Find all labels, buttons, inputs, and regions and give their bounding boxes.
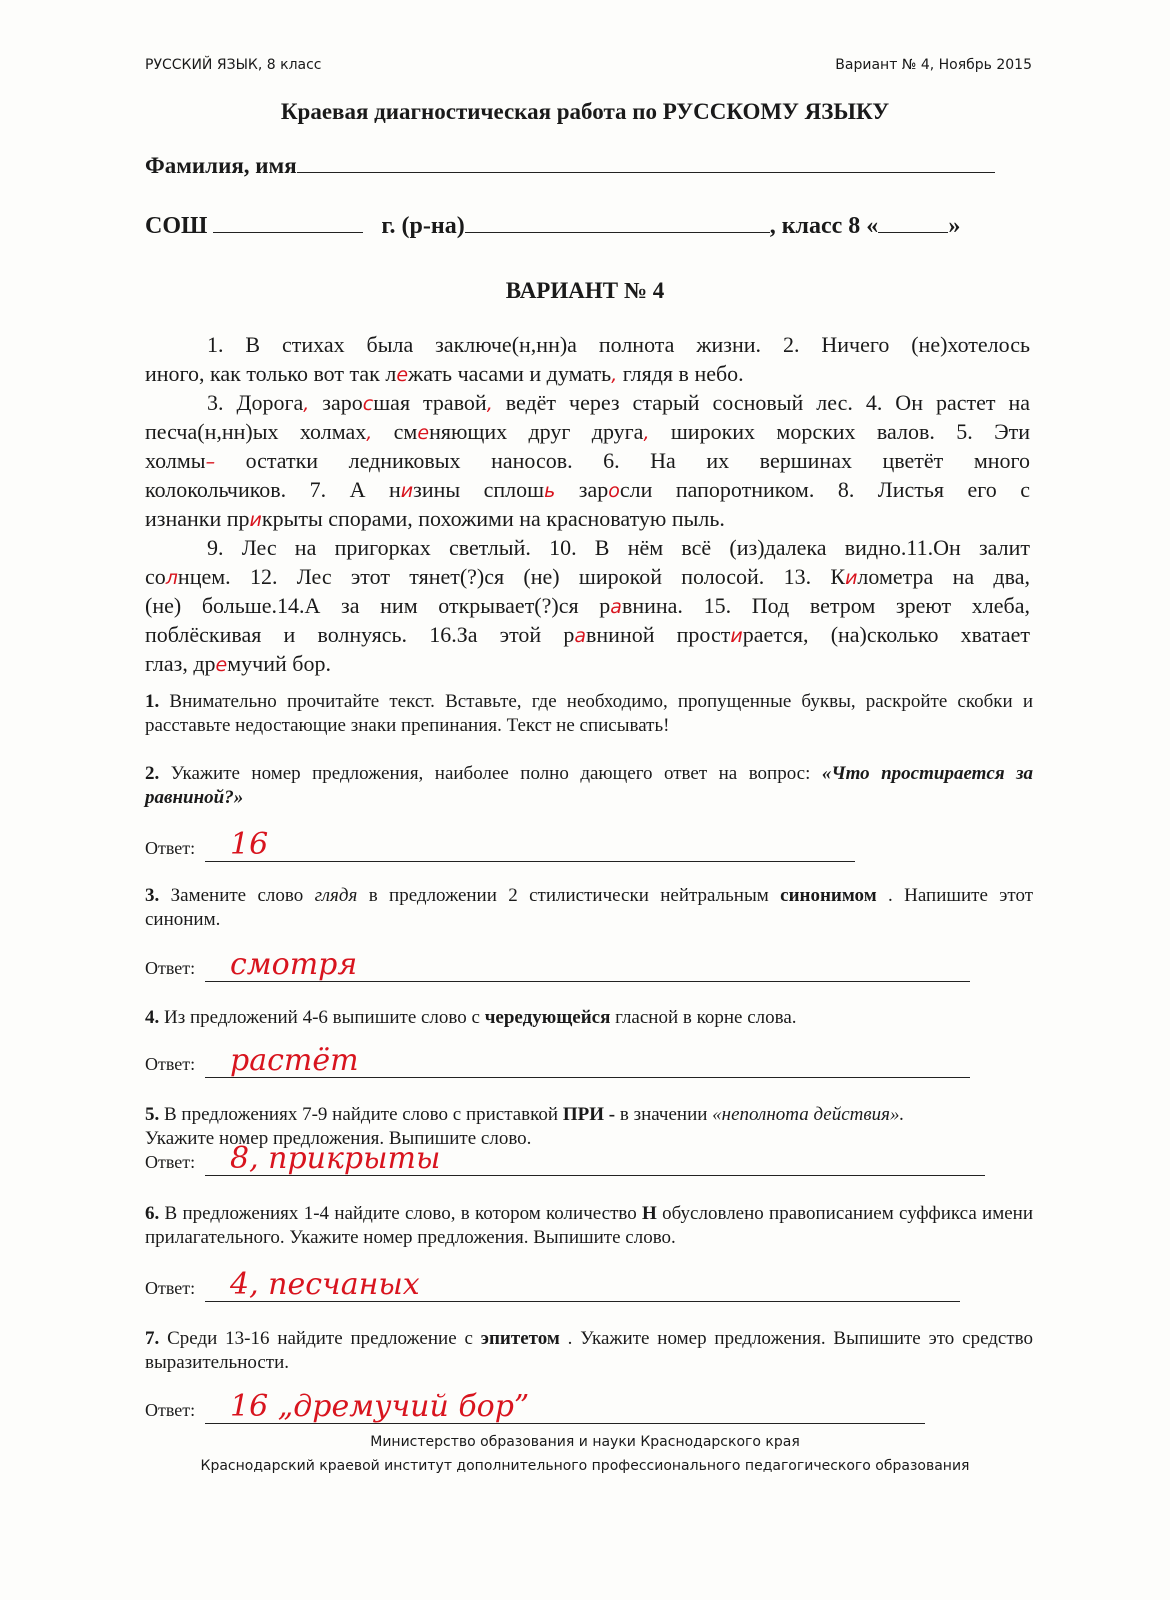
handwritten-correction: –: [205, 451, 216, 473]
question-text: в предложении 2 стилистически нейтральным: [368, 885, 769, 906]
question-keyword: эпитетом: [480, 1328, 560, 1349]
passage-line: [145, 533, 1030, 562]
printed-text: сли папоротником. 8. Листья его с: [619, 477, 1030, 502]
answer-row-2: [145, 827, 1045, 864]
school-blank: [213, 232, 363, 233]
handwritten-correction: ,: [643, 422, 650, 444]
printed-text: шая травой: [373, 390, 487, 415]
answer-label: Ответ:: [145, 1054, 196, 1074]
handwritten-correction: е: [215, 654, 228, 676]
handwritten-correction: и: [845, 567, 858, 589]
printed-text: остатки ледниковых наносов. 6. На их вершинах цветёт много: [215, 448, 1030, 473]
question-text: Среди 13-16 найдите предложение с: [167, 1328, 473, 1349]
printed-text: лометра на два,: [857, 564, 1030, 589]
handwritten-correction: о: [608, 480, 620, 502]
question-emphasis: глядя: [314, 885, 358, 906]
question-emphasis: «Что простирается за равниной?»: [145, 763, 1034, 808]
class-label: , класс 8 «: [769, 213, 879, 239]
name-field: [145, 153, 995, 179]
question-number: 1.: [145, 691, 170, 712]
printed-text: колокольчиков. 7. А н: [145, 477, 401, 502]
school-field: СОШ г. (р-на) , класс 8 « »: [145, 213, 961, 239]
question-text: Замените слово: [170, 885, 304, 906]
question-keyword: чередующейся: [484, 1007, 611, 1028]
printed-text: вниной прост: [586, 622, 731, 647]
answer-line[interactable]: [205, 861, 855, 862]
handwritten-correction: ,: [303, 393, 310, 415]
handwritten-answer: 16 „дремучий бор”: [230, 1389, 530, 1424]
question-number: 5.: [145, 1104, 164, 1125]
handwritten-correction: ,: [611, 364, 618, 386]
handwritten-answer: 16: [230, 827, 269, 862]
passage-line: [145, 504, 1030, 533]
variant-heading: ВАРИАНТ № 4: [505, 278, 665, 303]
handwritten-answer: растёт: [230, 1043, 359, 1078]
printed-text: см: [372, 419, 418, 444]
printed-text: иного, как только вот так л: [145, 361, 397, 386]
question-text: Укажите номер предложения, наиболее полно дающего ответ на вопрос:: [170, 763, 811, 784]
question-6: [145, 1202, 1033, 1250]
passage-line: [145, 446, 1030, 475]
passage-text: [145, 330, 1030, 678]
handwritten-correction: ь: [544, 480, 556, 502]
printed-text: крыты спорами, похожими на красноватую пыль.: [261, 506, 725, 531]
printed-text: ведёт через старый сосновый лес. 4. Он растет на: [492, 390, 1030, 415]
printed-text: глаз, др: [145, 651, 216, 676]
question-2: [145, 762, 1033, 810]
question-keyword: синонимом: [780, 885, 877, 906]
printed-text: 9. Лес на пригорках светлый. 10. В нём всё (из)далека видно.11.Он залит: [207, 535, 1030, 560]
printed-text: внина. 15. Под ветром зреют хлеба,: [621, 593, 1030, 618]
printed-text: жать часами и думать: [408, 361, 612, 386]
answer-row-3: [145, 947, 1045, 984]
printed-text: рается, (на)сколько хватает: [742, 622, 1030, 647]
question-3: [145, 884, 1033, 932]
handwritten-correction: и: [249, 509, 262, 531]
question-number: 4.: [145, 1007, 164, 1028]
question-text: В предложениях 1-4 найдите слово, в котором количество: [164, 1203, 637, 1224]
printed-text: изнанки пр: [145, 506, 250, 531]
footer-institute: Краснодарский краевой институт дополнительного профессионального педагогического образования: [200, 1458, 970, 1474]
question-4: [145, 1006, 1033, 1030]
question-number: 2.: [145, 763, 171, 784]
question-text: обусловлено правописанием суффикса имени прилагательного. Укажите номер предложения. Выпишите слово.: [145, 1203, 1034, 1248]
handwritten-correction: и: [730, 625, 743, 647]
printed-text: мучий бор.: [227, 651, 331, 676]
handwritten-answer: смотря: [230, 947, 358, 982]
question-emphasis: «неполнота действия».: [712, 1104, 905, 1125]
answer-label: Ответ:: [145, 1278, 196, 1298]
question-text: . Укажите номер предложения. Выпишите это средство выразительности.: [145, 1328, 1034, 1373]
question-text: Внимательно прочитайте текст. Вставьте, где необходимо, пропущенные буквы, раскройте скобки и расставьте недостающие знаки препинания. Текст не списывать!: [145, 691, 1033, 736]
answer-row-7: [145, 1389, 1045, 1426]
printed-text: 1. В стихах была заключе(н,нн)а полнота жизни. 2. Ничего (не)хотелось: [207, 332, 1030, 357]
question-number: 7.: [145, 1328, 168, 1349]
answer-label: Ответ:: [145, 1152, 196, 1172]
question-text: . Напишите этот синоним.: [145, 885, 1034, 930]
question-number: 6.: [145, 1203, 165, 1224]
handwritten-correction: ,: [486, 393, 493, 415]
handwritten-correction: а: [574, 625, 587, 647]
passage-line: [145, 417, 1030, 446]
passage-line: [145, 475, 1030, 504]
printed-text: зины сплош: [413, 477, 545, 502]
handwritten-correction: л: [165, 567, 178, 589]
question-text: Укажите номер предложения. Выпишите слово.: [145, 1128, 532, 1149]
handwritten-correction: е: [417, 422, 430, 444]
answer-label: Ответ:: [145, 1400, 196, 1420]
answer-row-6: [145, 1267, 1045, 1304]
answer-label: Ответ:: [145, 958, 196, 978]
question-text: В предложениях 7-9 найдите слово с приставкой: [164, 1104, 559, 1125]
printed-text: широких морских валов. 5. Эти: [649, 419, 1030, 444]
passage-line: [145, 562, 1030, 591]
question-text: в значении: [619, 1104, 708, 1125]
printed-text: зар: [555, 477, 609, 502]
printed-text: (не) больше.14.А за ним открывает(?)ся р: [145, 593, 611, 618]
answer-row-5: [145, 1141, 1045, 1178]
passage-line: [145, 330, 1030, 359]
header-variant: Вариант № 4, Ноябрь 2015: [835, 57, 1032, 73]
passage-line: [145, 388, 1030, 417]
city-blank: [465, 232, 770, 233]
printed-text: глядя в небо.: [617, 361, 744, 386]
class-blank: [878, 232, 948, 233]
printed-text: няющих друг друга: [429, 419, 644, 444]
passage-line: [145, 620, 1030, 649]
printed-text: со: [145, 564, 166, 589]
footer-ministry: Министерство образования и науки Краснодарского края: [370, 1434, 800, 1450]
question-keyword: ПРИ -: [562, 1104, 616, 1125]
school-label: СОШ: [145, 213, 208, 239]
printed-text: заро: [309, 390, 363, 415]
printed-text: нцем. 12. Лес этот тянет(?)ся (не) широкой полосой. 13. К: [177, 564, 846, 589]
name-label: Фамилия, имя: [145, 153, 297, 178]
handwritten-correction: е: [396, 364, 409, 386]
question-text: гласной в корне слова.: [615, 1007, 797, 1028]
question-keyword: Н: [642, 1203, 657, 1224]
printed-text: поблёскивая и волнуясь. 16.За этой р: [145, 622, 575, 647]
passage-line: [145, 649, 1030, 678]
printed-text: песча(н,нн)ых холмах: [145, 419, 367, 444]
city-label: г. (р-на): [381, 213, 465, 239]
handwritten-correction: с: [362, 393, 374, 415]
handwritten-answer: 4, песчаных: [230, 1267, 420, 1302]
passage-line: [145, 359, 1030, 388]
printed-text: холмы: [145, 448, 206, 473]
question-number: 3.: [145, 885, 171, 906]
name-blank: [297, 172, 995, 173]
document-title: Краевая диагностическая работа по РУССКОМУ ЯЗЫКУ: [280, 99, 890, 124]
question-7: [145, 1327, 1033, 1375]
answer-row-4: [145, 1043, 1045, 1080]
answer-label: Ответ:: [145, 838, 196, 858]
handwritten-answer: 8, прикрыты: [230, 1141, 441, 1176]
question-1: [145, 690, 1033, 738]
printed-text: 3. Дорога: [207, 390, 304, 415]
handwritten-correction: и: [400, 480, 414, 502]
question-text: Из предложений 4-6 выпишите слово с: [164, 1007, 480, 1028]
passage-line: [145, 591, 1030, 620]
header-subject: РУССКИЙ ЯЗЫК, 8 класс: [145, 57, 322, 73]
handwritten-correction: ,: [366, 422, 373, 444]
handwritten-correction: а: [610, 596, 622, 618]
